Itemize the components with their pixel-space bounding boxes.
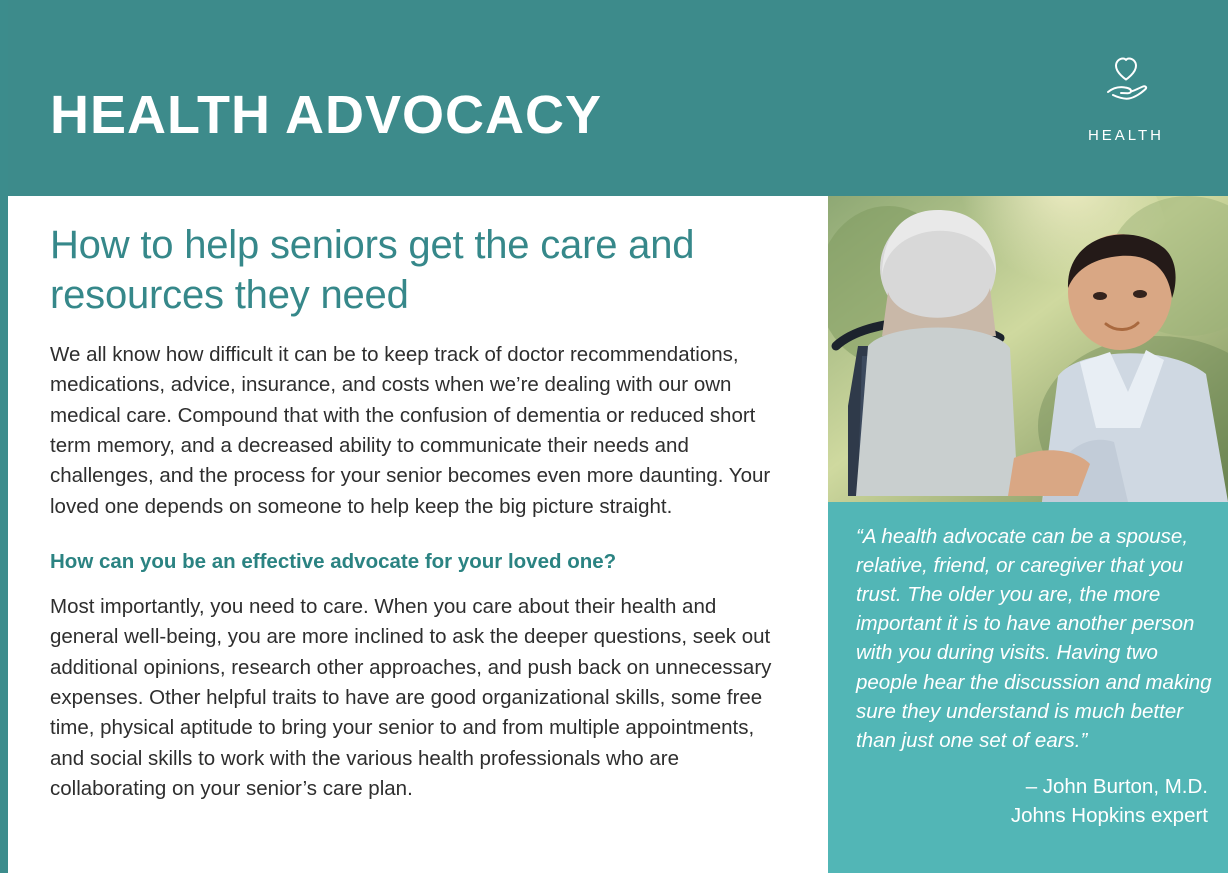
heart-in-hand-icon <box>1066 48 1186 115</box>
brand-label: HEALTH <box>1087 127 1165 144</box>
page-title: HEALTH ADVOCACY <box>50 85 602 145</box>
article-subheading: How can you be an effective advocate for your loved one? <box>50 549 617 573</box>
quote-attribution-title: Johns Hopkins expert <box>1010 803 1208 827</box>
page-header <box>8 0 1228 196</box>
quote-text: “A health advocate can be a spouse, relative, friend, or caregiver that you trust. The older you are, the more important it is to have another person with you during visits. Having two people hear the discussion and making sure they understand is much better than just one set of ears.” <box>856 525 1212 752</box>
article-content <box>8 196 820 873</box>
article-paragraph-1: We all know how difficult it can be to keep track of doctor recommendations, medications, advice, insurance, and costs when we’re dealing with our own medical care. Compound that with the confusion of dementia or reduced short term memory, and a decreased ability to communicate their needs and challenges, and the process for your senior becomes even more daunting. Your loved one depends on someone to help keep the big picture straight. <box>50 343 771 518</box>
sidebar-photo <box>828 196 1228 502</box>
quote-attribution <box>856 773 1212 830</box>
article-paragraph-2: Most importantly, you need to care. When you care about their health and general well-being, you are more inclined to ask the deeper questions, seek out additional opinions, research other approaches, and push back on unnecessary expenses. Other helpful traits to have are good organizational skills, some free time, physical aptitude to bring your senior to and from multiple appointments, and social skills to work with the various health professionals who are collaborating on your senior’s care plan. <box>50 594 772 800</box>
sidebar <box>828 196 1228 873</box>
pull-quote <box>828 502 1228 873</box>
article-headline: How to help seniors get the care and resources they need <box>50 223 695 317</box>
photo-illustration <box>828 196 1228 502</box>
brand-logo <box>1066 48 1186 144</box>
quote-attribution-name: – John Burton, M.D. <box>1025 774 1208 798</box>
